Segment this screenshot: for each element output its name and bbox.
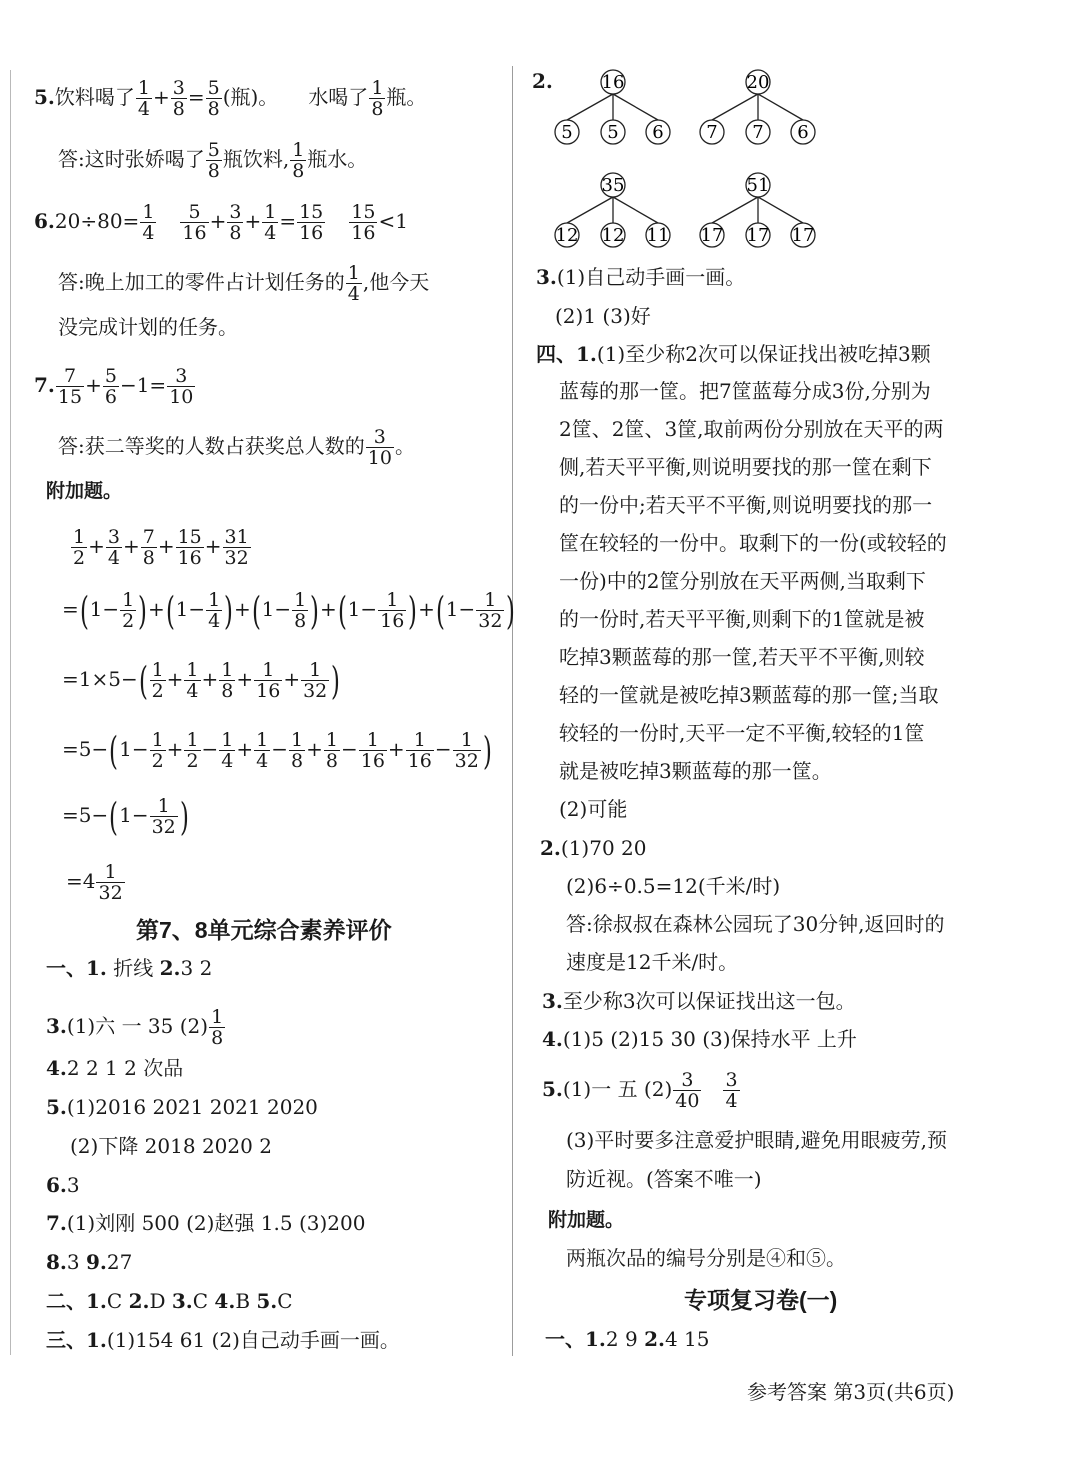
tree-leaf-number: 17 [791, 225, 815, 246]
s1-line: 一、1. 折线 2.3 2 [46, 956, 213, 980]
left-q5-line1: 5.饮料喝了 $\frac{1}{4}$ + $\frac{3}{8}$ = $\frac{5}{8}$ (瓶)。 水喝了 $\frac{1}{8}$ 瓶。 [34, 77, 427, 120]
bonus-line-3: =1×5−( $\frac{1}{2}$ + $\frac{1}{4}$ + $\frac{1}{8}$ + $\frac{1}{16}$ + $\frac{1}{32}$ ) [62, 658, 341, 703]
left-q7-line1: 7. $\frac{7}{15}$ + $\frac{5}{6}$ −1= $\frac{3}{10}$ [34, 365, 194, 408]
s2-line: 二、1.C 2.D 3.C 4.B 5.C [46, 1289, 293, 1313]
s1-q4: 4.2 2 1 2 次品 [46, 1056, 184, 1080]
right-bonus-text: 两瓶次品的编号分别是④和⑤。 [566, 1246, 846, 1270]
tree-leaf-number: 7 [752, 122, 764, 143]
right-q5-d: 防近视。(答案不唯一) [566, 1167, 762, 1191]
special-q1: 一、1.2 9 2.4 15 [545, 1327, 710, 1351]
left-q5-answer: 答:这时张娇喝了 $\frac{5}{8}$ 瓶饮料, $\frac{1}{8}$ 瓶水。 [58, 139, 368, 182]
tree-branch [712, 94, 758, 120]
right-s4-line1: 四、1.(1)至少称2次可以保证找出被吃掉3颗 [536, 342, 931, 366]
s1-q3: 3.(1)六 一 35 (2) $\frac{1}{8}$ [46, 1006, 224, 1049]
tree-branch [712, 197, 758, 223]
tree-leaf-number: 17 [746, 225, 770, 246]
right-bonus-title: 附加题。 [548, 1209, 625, 1231]
right-s4-line: 较轻的一份时,天平一定不平衡,较轻的1筐 [559, 721, 925, 745]
tree-root-number: 51 [746, 175, 770, 196]
tree-branch [758, 197, 803, 223]
right-q2-b: (2)6÷0.5=12(千米/时) [566, 874, 781, 898]
tree-root-number: 16 [601, 72, 625, 93]
right-q5-c: (3)平时要多注意爱护眼睛,避免用眼疲劳,预 [566, 1128, 948, 1152]
tree-branch [567, 94, 613, 120]
bonus-line-2: =(1− $\frac{1}{2}$ )+(1− $\frac{1}{4}$ )+(1− $\frac{1}{8}$ )+(1− $\frac{1}{16}$ )+(1− $\frac{1}{32}$ ) [62, 588, 516, 633]
right-s4-line: 一份)中的2筐分别放在天平两侧,当取剩下 [559, 569, 926, 593]
tree-leaf-number: 5 [561, 122, 573, 143]
left-bonus-title: 附加题。 [46, 480, 123, 502]
tree-leaf-number: 6 [652, 122, 664, 143]
right-q3a: 3.(1)自己动手画一画。 [536, 265, 746, 289]
tree-leaf-number: 12 [601, 225, 625, 246]
right-q2-d: 速度是12千米/时。 [566, 950, 739, 974]
tree-branch [567, 197, 613, 223]
bonus-line-4: =5−(1− $\frac{1}{2}$ + $\frac{1}{2}$ − $\frac{1}{4}$ + $\frac{1}{4}$ − $\frac{1}{8}$ + $\frac{1}{8}$ − $\frac{1}{16}$ + $\frac{1}{16}$ − $\frac{1}{32}$ ) [62, 728, 492, 773]
right-s4-line: 蓝莓的那一筐。把7筐蓝莓分成3份,分别为 [559, 379, 931, 403]
right-s4-line: 筐在较轻的一份中。取剩下的一份(或较轻的 [559, 531, 947, 555]
left-q6-line1: 6.20÷80= $\frac{1}{4}$ $\frac{5}{16}$ + $\frac{3}{8}$ + $\frac{1}{4}$ = $\frac{15}{16}$ $\frac{15}{16}$ <1 [34, 201, 408, 244]
tree-leaf-number: 11 [646, 225, 670, 246]
right-q4: 4.(1)5 (2)15 30 (3)保持水平 上升 [542, 1027, 857, 1051]
special-review-title: 专项复习卷(一) [684, 1287, 838, 1313]
left-q6-answer-cont: 没完成计划的任务。 [58, 315, 238, 339]
tree-root-number: 20 [746, 72, 770, 93]
s1-q5b: (2)下降 2018 2020 2 [70, 1134, 272, 1158]
right-s4-line: 就是被吃掉3颗蓝莓的那一筐。 [559, 759, 832, 783]
bonus-line-6: =4 $\frac{1}{32}$ [66, 861, 123, 904]
right-s4-line: 轻的一筐就是被吃掉3颗蓝莓的那一筐;当取 [559, 683, 939, 707]
tree-root-number: 35 [601, 175, 625, 196]
s1-q5a: 5.(1)2016 2021 2021 2020 [46, 1095, 318, 1119]
tree-leaf-number: 5 [607, 122, 619, 143]
right-s4-line: 的一份中;若天平不平衡,则说明要找的那一 [559, 493, 933, 517]
s1-q8-q9: 8.3 9.27 [46, 1250, 133, 1274]
tree-branch [758, 94, 803, 120]
right-s4-line: 侧,若天平平衡,则说明要找的那一筐在剩下 [559, 455, 932, 479]
right-s4-line: 的一份时,若天平平衡,则剩下的1筐就是被 [559, 607, 925, 631]
tree-branch [613, 197, 658, 223]
right-s4-line: 吃掉3颗蓝莓的那一筐,若天平不平衡,则较 [559, 645, 925, 669]
left-q7-answer: 答:获二等奖的人数占获奖总人数的 $\frac{3}{10}$ 。 [58, 426, 415, 469]
left-margin-rule [10, 70, 11, 1355]
s3-line: 三、1.(1)154 61 (2)自己动手画一画。 [46, 1328, 400, 1352]
tree-branch [613, 94, 658, 120]
tree-leaf-number: 6 [797, 122, 809, 143]
s1-q7: 7.(1)刘刚 500 (2)赵强 1.5 (3)200 [46, 1211, 366, 1235]
right-q2-c: 答:徐叔叔在森林公园玩了30分钟,返回时的 [566, 912, 945, 936]
tree-leaf-number: 17 [700, 225, 724, 246]
column-divider [512, 66, 513, 1356]
section-title-unit-7-8: 第7、8单元综合素养评价 [136, 917, 392, 943]
right-q3b: (2)1 (3)好 [555, 304, 651, 328]
right-q5: 5.(1)一 五 (2) $\frac{3}{40}$ $\frac{3}{4}$ [542, 1069, 738, 1112]
right-q3: 3.至少称3次可以保证找出这一包。 [542, 989, 856, 1013]
right-s4-line: 2筐、2筐、3筐,取前两份分别放在天平的两 [559, 417, 944, 441]
number-trees [540, 60, 840, 255]
tree-leaf-number: 7 [706, 122, 718, 143]
page-footer: 参考答案 第3页(共6页) [747, 1380, 955, 1404]
tree-leaf-number: 12 [555, 225, 579, 246]
s1-q6: 6.3 [46, 1173, 80, 1197]
right-s4-b: (2)可能 [559, 797, 628, 821]
left-q6-answer: 答:晚上加工的零件占计划任务的 $\frac{1}{4}$ ,他今天 [58, 262, 430, 305]
bonus-line-5: =5−(1− $\frac{1}{32}$ ) [62, 794, 189, 839]
bonus-line-1: $\frac{1}{2}$ + $\frac{3}{4}$ + $\frac{7}{8}$ + $\frac{15}{16}$ + $\frac{31}{32}$ [73, 526, 249, 569]
right-q2-num: 2. [532, 69, 553, 93]
right-q2-a: 2.(1)70 20 [540, 836, 647, 860]
